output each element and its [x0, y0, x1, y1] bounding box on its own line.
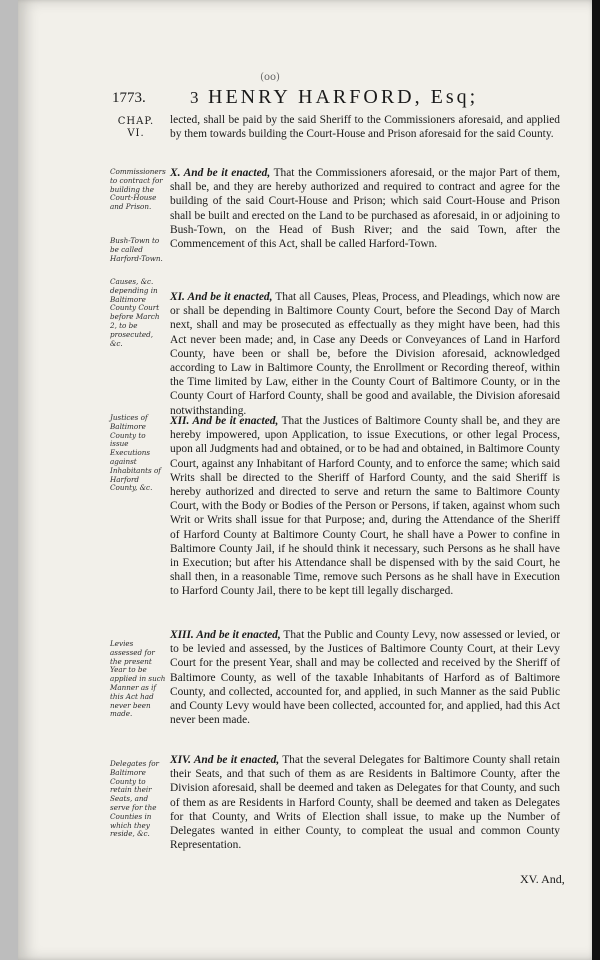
section-heading: XI. And be it enacted, — [170, 291, 273, 303]
margin-note-justices: Justices of Baltimore County to issue Executions against Inhabitants of Harford County, &c. — [110, 413, 161, 493]
section-heading: XII. And be it enacted, — [170, 415, 279, 427]
running-title: HENRY HARFORD, Esq; — [208, 86, 479, 108]
section-xii — [170, 414, 560, 599]
paragraph-text: lected, shall be paid by the said Sheriff to the Commissioners aforesaid, and applied by them towards building the Court-House and Prison aforesaid for the said County. — [170, 114, 560, 141]
scan-right-edge — [592, 0, 600, 960]
margin-note-causes: Causes, &c. depending in Baltimore County Court before March 2, to be prosecuted, &c. — [110, 277, 160, 348]
section-xiii — [170, 628, 560, 727]
running-header — [112, 86, 552, 110]
section-heading: X. And be it enacted, — [170, 167, 271, 179]
header-ornament: (oo) — [260, 72, 280, 83]
section-x — [170, 166, 560, 251]
paragraph-text: That the Justices of Baltimore County shall be, and they are hereby impowered, upon Application, to issue Executions, or other legal Process, upon all Judgments had and obtained, or to be had and obtained, in Baltimore County Court, against any Inhabitant of Harford County, and to enforce the same; which said Writs shall be directed to the Sheriff of Harford County, and the said Sheriff is hereby authorized and directed to serve and return the same to Baltimore County Court, with the Body or Bodies of the Person or Persons, if taken, against whom such Writ or Writs shall issue for that Purpose; and, during the Attendance of the Sheriff of Harford County at Baltimore County Court, he shall have a Power to confine in Baltimore County Jail, if he should think it necessary, such Persons as he shall have in Execution; but after his Attendance shall be dispensed with by the said Court, he shall then, in a reasonable Time, remove such Persons as he shall have in Execution to Harford County Jail, there to be kept till legally discharged. — [170, 415, 560, 598]
paragraph-continued — [170, 113, 560, 141]
section-heading: XIV. And be it enacted, — [170, 754, 280, 766]
margin-note-bush-town: Bush-Town to be called Harford-Town. — [110, 236, 163, 263]
section-xi — [170, 290, 560, 418]
margin-note-delegates: Delegates for Baltimore County to retain their Seats, and serve for the Counties in which they reside, &c. — [110, 759, 159, 839]
paragraph-text: That all Causes, Pleas, Process, and Pleadings, which now are or shall be depending in Baltimore County Court, before the Second Day of March next, shall and may be prosecuted as effectually as they might have been, had this Act never been made; and, in Case any Deeds or Conveyances of Land in Harford County, have been or shall be, before the Division aforesaid, acknowledged according to Law in Baltimore County, the Enrollment or Recording thereof, within the Time limited by Law, either in the County Court of Baltimore County, or in the County Court of Harford County, shall be good and available, the Division aforesaid notwithstanding. — [170, 291, 560, 417]
margin-note-commissioners: Commissioners to contract for building the Court-House and Prison. — [110, 167, 166, 212]
page-number: 3 — [190, 88, 199, 107]
section-xiv — [170, 753, 560, 852]
scan-left-edge — [0, 0, 18, 960]
paragraph-text: That the several Delegates for Baltimore County shall retain their Seats, and that such of them as are Residents in Baltimore County, after the Division aforesaid, shall be deemed and taken as Delegates for that County, and such of them as are Residents in Harford County, shall be deemed and taken as Delegates for that County, and Writs of Election shall issue, to make up the Number of Delegates wanted in either County, to compleat the usual and common County Representation. — [170, 754, 560, 852]
year: 1773. — [112, 90, 146, 106]
section-heading: XIII. And be it enacted, — [170, 629, 281, 641]
catchword: XV. And, — [520, 872, 565, 886]
paragraph-text: That the Commissioners aforesaid, or the major Part of them, shall be, and they are hereby authorized and required to contract and agree for the building of the said Court-House and Prison; which said Court-House and Prison shall be built and erected on the Land to be purchased as aforesaid, in or adjoining to Bush-Town, on the Head of Bush River; and the said Town, after the Commencement of this Act, shall be called Harford-Town. — [170, 167, 560, 251]
paragraph-text: That the Public and County Levy, now assessed or levied, or to be levied and assessed, by the Justices of Baltimore County Court, at their Levy Court for the present Year, shall and may be collected and received by the Sheriff of Baltimore County, as well of the taxable Inhabitants of Harford as of Baltimore County, and collected, accounted for, and applied, in such Manner as the said Public and County Levy would have been collected, accounted for, and applied, had this Act never been made. — [170, 629, 560, 727]
margin-note-levies: Levies assessed for the present Year to be applied in such Manner as if this Act had never been made. — [110, 639, 166, 719]
chapter-label: CHAP. VI. — [117, 116, 155, 139]
